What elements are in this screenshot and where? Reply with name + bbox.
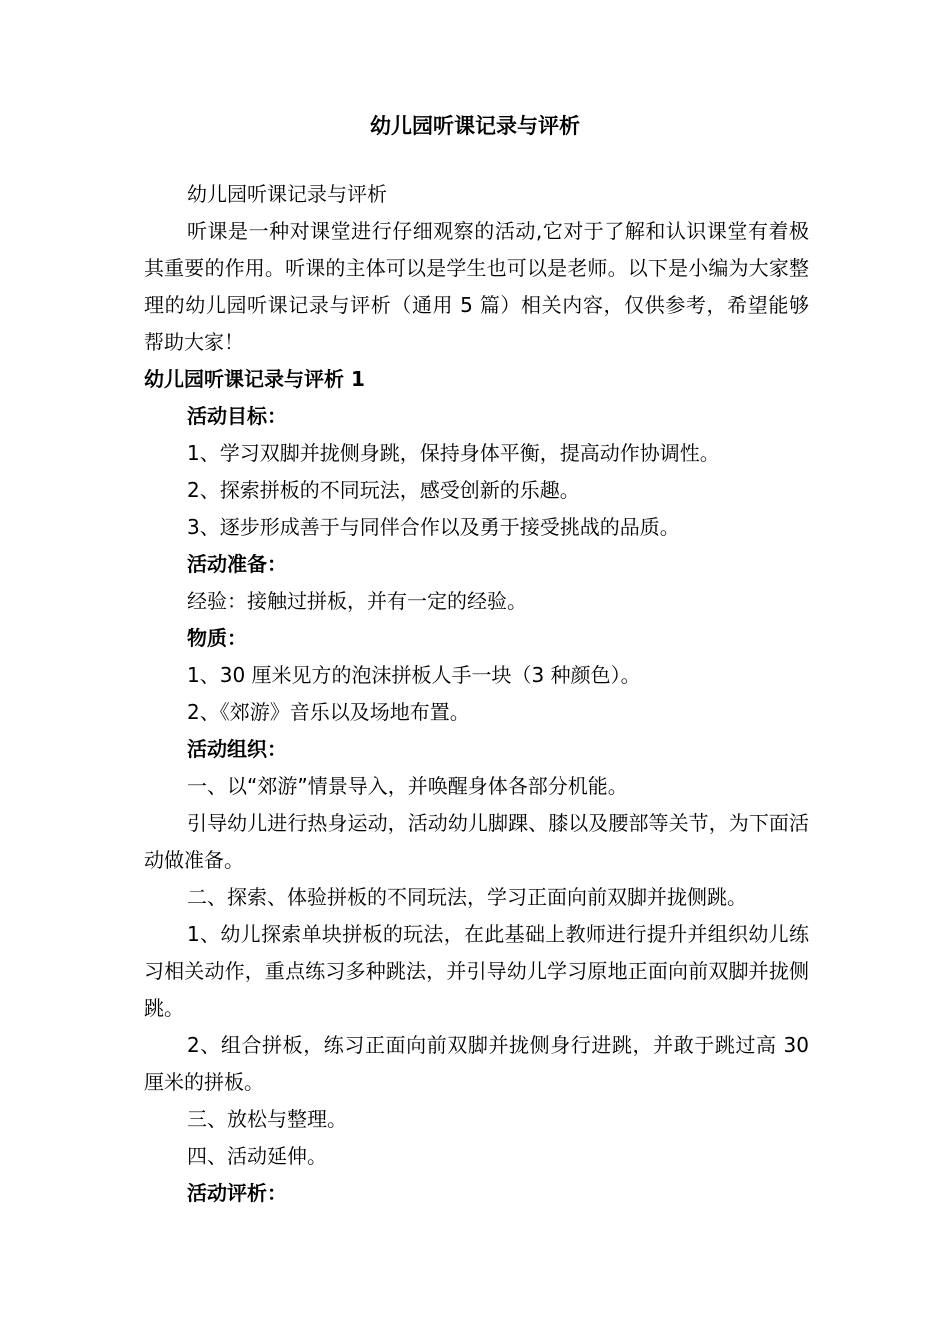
organization-step: 引导幼儿进行热身运动，活动幼儿脚踝、膝以及腰部等关节，为下面活动做准备。 <box>144 811 809 872</box>
organization-step: 2、组合拼板，练习正面向前双脚并拢侧身行进跳，并敢于跳过高 30 厘米的拼板。 <box>144 1033 809 1094</box>
organization-step: 三、放松与整理。 <box>187 1107 347 1131</box>
organization-step: 四、活动延伸。 <box>187 1144 327 1168</box>
preparation-experience: 经验：接触过拼板，并有一定的经验。 <box>187 589 527 613</box>
subheading-goals: 活动目标： <box>187 404 287 428</box>
subheading-analysis: 活动评析： <box>187 1181 287 1205</box>
document-body <box>144 176 809 1212</box>
material-item: 1、30 厘米见方的泡沫拼板人手一块（3 种颜色）。 <box>187 663 641 687</box>
subheading-organization: 活动组织： <box>187 737 287 761</box>
subheading-materials: 物质： <box>187 626 247 650</box>
organization-step: 二、探索、体验拼板的不同玩法，学习正面向前双脚并拢侧跳。 <box>187 885 747 909</box>
organization-step: 一、以“郊游”情景导入，并唤醒身体各部分机能。 <box>187 774 628 798</box>
document-title: 幼儿园听课记录与评析 <box>370 114 580 138</box>
goal-item: 2、探索拼板的不同玩法，感受创新的乐趣。 <box>187 478 580 502</box>
subheading-preparation: 活动准备： <box>187 552 287 576</box>
section-heading: 幼儿园听课记录与评析 1 <box>144 367 365 391</box>
goal-item: 3、逐步形成善于与同伴合作以及勇于接受挑战的品质。 <box>187 515 680 539</box>
organization-step: 1、幼儿探索单块拼板的玩法，在此基础上教师进行提升并组织幼儿练习相关动作，重点练习多种跳法，并引导幼儿学习原地正面向前双脚并拢侧跳。 <box>144 922 809 1020</box>
material-item: 2、《郊游》音乐以及场地布置。 <box>187 700 470 724</box>
intro-paragraph: 听课是一种对课堂进行仔细观察的活动,它对于了解和认识课堂有着极其重要的作用。听课的主体可以是学生也可以是老师。以下是小编为大家整理的幼儿园听课记录与评析（通用 5 篇）相关内容，仅供参考，希望能够帮助大家！ <box>144 219 809 354</box>
goal-item: 1、学习双脚并拢侧身跳，保持身体平衡，提高动作协调性。 <box>187 441 720 465</box>
subtitle-paragraph: 幼儿园听课记录与评析 <box>187 182 387 206</box>
